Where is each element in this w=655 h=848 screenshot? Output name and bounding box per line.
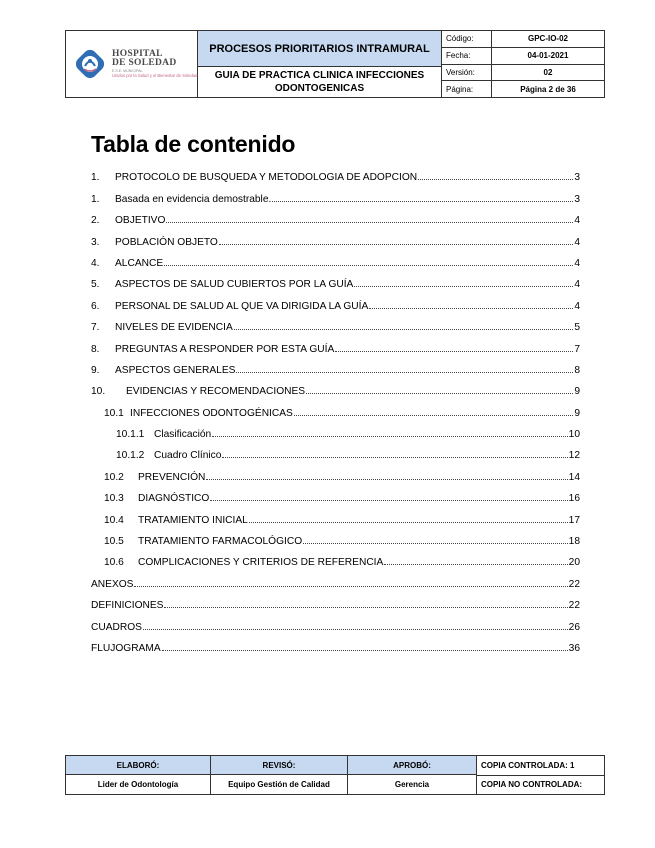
footer-elaboro-label: ELABORÓ: <box>66 756 210 775</box>
footer-aprobo <box>348 756 477 794</box>
meta-value-version: 02 <box>543 67 553 77</box>
toc-entry[interactable] <box>91 334 580 355</box>
toc-entry-leader <box>335 351 573 352</box>
footer-copia-no-controlada: COPIA NO CONTROLADA: <box>481 780 583 790</box>
meta-key: Fecha: <box>442 48 492 64</box>
toc-entry-number: 10.5 <box>104 536 124 548</box>
toc-entry-page: 4 <box>574 300 580 312</box>
toc-entry-page: 8 <box>574 364 580 376</box>
toc-title: Tabla de contenido <box>91 131 296 157</box>
toc-entry-leader <box>162 650 568 651</box>
toc-entry[interactable] <box>91 227 580 248</box>
toc-entry-leader <box>164 607 567 608</box>
toc-entry[interactable] <box>91 569 580 590</box>
toc-entry-number: 10.1.2 <box>116 450 145 462</box>
toc-entry[interactable] <box>91 612 580 633</box>
toc-entry-label: POBLACIÓN OBJETO <box>115 236 218 248</box>
toc-entry-number: 8. <box>91 343 100 355</box>
footer-aprobo-label: APROBÓ: <box>348 756 476 775</box>
toc-entry[interactable] <box>91 462 580 483</box>
toc-entry-leader <box>210 500 567 501</box>
toc-entry[interactable] <box>91 548 580 569</box>
toc-entry-label: Cuadro Clínico <box>154 450 222 462</box>
toc-entry-label: Clasificación <box>154 429 212 441</box>
toc-entry-page: 9 <box>574 386 580 398</box>
toc-entry-label: ASPECTOS DE SALUD CUBIERTOS POR LA GUÍA <box>115 279 354 291</box>
document-meta <box>442 31 604 97</box>
toc-entry-number: 10. <box>91 386 106 398</box>
toc-entry-page: 4 <box>574 257 580 269</box>
toc-entry-number: 10.4 <box>104 514 124 526</box>
toc-entry-leader <box>384 564 567 565</box>
toc-entry-number: 2. <box>91 215 100 227</box>
toc-entry-number: 3. <box>91 236 100 248</box>
toc-entry-leader <box>303 543 568 544</box>
toc-entry-number: 10.1 <box>104 407 124 419</box>
toc-entry[interactable] <box>91 420 580 441</box>
meta-value-date: 04-01-2021 <box>527 51 569 61</box>
toc-entry-page: 3 <box>574 172 580 184</box>
toc-entry-page: 3 <box>574 193 580 205</box>
toc-entry-number: 10.3 <box>104 493 124 505</box>
toc-entry[interactable] <box>91 441 580 462</box>
toc-entry-label: CUADROS <box>91 621 142 633</box>
toc-entry-page: 26 <box>568 621 580 633</box>
meta-key: Código: <box>442 31 492 47</box>
footer-reviso-label: REVISÓ: <box>211 756 347 775</box>
toc-entry-leader <box>206 479 567 480</box>
toc-entry-page: 16 <box>568 493 580 505</box>
toc-entry-leader <box>166 222 573 223</box>
toc-entry-number: 7. <box>91 322 100 334</box>
toc-entry-label: ALCANCE <box>115 257 164 269</box>
toc-entry-page: 10 <box>568 429 580 441</box>
toc-entry-number: 10.2 <box>104 471 124 483</box>
toc-entry-leader <box>134 586 567 587</box>
logo-name-line1: HOSPITAL <box>112 48 163 59</box>
toc-entry-page: 5 <box>574 322 580 334</box>
toc-entry-number: 5. <box>91 279 100 291</box>
toc-entry-page: 12 <box>568 450 580 462</box>
toc-entry-number: 10.6 <box>104 557 124 569</box>
toc-entry[interactable] <box>91 484 580 505</box>
toc-entry-label: PREGUNTAS A RESPONDER POR ESTA GUÍA <box>115 343 335 355</box>
meta-value-code: GPC-IO-02 <box>527 34 568 44</box>
toc-entry-number: 1. <box>91 193 100 205</box>
toc-entry-page: 4 <box>574 279 580 291</box>
toc-entry-label: COMPLICACIONES Y CRITERIOS DE REFERENCIA <box>138 557 384 569</box>
meta-row-date <box>442 48 604 65</box>
toc-entry-page: 14 <box>568 471 580 483</box>
toc-entry-label: ANEXOS <box>91 578 134 590</box>
toc-entry-leader <box>249 522 568 523</box>
toc-entry-label: ASPECTOS GENERALES <box>115 364 236 376</box>
toc-entry-label: PROTOCOLO DE BUSQUEDA Y METODOLOGIA DE ADOPCION <box>115 172 418 184</box>
footer-aprobo-value: Gerencia <box>394 780 430 789</box>
meta-row-code <box>442 31 604 48</box>
hospital-logo <box>66 31 198 97</box>
toc-entry[interactable] <box>91 291 580 312</box>
toc-entry-number: 1. <box>91 172 100 184</box>
toc-entry-page: 22 <box>568 578 580 590</box>
toc-entry-leader <box>219 244 573 245</box>
toc-entry-label: TRATAMIENTO INICIAL <box>138 514 248 526</box>
logo-name-line2: DE SOLEDAD <box>112 58 177 69</box>
toc-entry-leader <box>234 329 574 330</box>
toc-entry-label: DIAGNÓSTICO <box>138 493 210 505</box>
toc-entry-page: 17 <box>568 514 580 526</box>
footer-reviso-value: Equipo Gestión de Calidad <box>228 780 330 789</box>
toc-entry-label: OBJETIVO <box>115 215 166 227</box>
toc-entry-label: FLUJOGRAMA <box>91 642 161 654</box>
toc-entry-leader <box>143 629 568 630</box>
toc-entry-leader <box>354 286 573 287</box>
toc-entry-page: 22 <box>568 600 580 612</box>
logo-subtitle: E.S.E. MUNICIPAL <box>112 68 143 73</box>
document-footer <box>65 755 605 795</box>
toc-entry-label: DEFINICIONES <box>91 600 164 612</box>
footer-copia-controlada: COPIA CONTROLADA: 1 <box>477 756 604 776</box>
toc-entry-page: 7 <box>574 343 580 355</box>
toc-entry-leader <box>164 265 573 266</box>
toc-entry[interactable] <box>91 634 580 655</box>
toc-entry-number: 6. <box>91 300 100 312</box>
toc-entry-leader <box>272 201 573 202</box>
meta-row-version <box>442 65 604 82</box>
toc-entry-number: 10.1.1 <box>116 429 145 441</box>
toc-entry[interactable] <box>91 527 580 548</box>
toc-entry-label: PREVENCIÓN <box>138 471 206 483</box>
toc-entry[interactable] <box>91 270 580 291</box>
toc-entry[interactable] <box>91 356 580 377</box>
toc-entry-label: INFECCIONES ODONTOGÉNICAS <box>130 407 293 419</box>
toc-entry[interactable] <box>91 184 580 205</box>
toc-entry-page: 20 <box>568 557 580 569</box>
toc-entry-leader <box>212 436 567 437</box>
toc-entry-label: NIVELES DE EVIDENCIA <box>115 322 233 334</box>
toc-entry-leader <box>222 457 567 458</box>
toc-entry-label: Basada en evidencia demostrable. <box>115 193 272 205</box>
toc-entry-leader <box>369 308 573 309</box>
toc-entry-leader <box>294 415 573 416</box>
toc-entry-leader <box>418 179 573 180</box>
table-of-contents <box>91 163 580 655</box>
toc-entry-number: 9. <box>91 364 100 376</box>
footer-reviso <box>211 756 348 794</box>
toc-entry-number: 4. <box>91 257 100 269</box>
toc-entry-page: 18 <box>568 536 580 548</box>
meta-row-page <box>442 81 604 97</box>
meta-key: Página: <box>442 81 492 97</box>
logo-slogan: Unidos por la Salud y el Bienestar de Soledad <box>112 73 198 79</box>
toc-entry[interactable] <box>91 163 580 184</box>
toc-entry[interactable] <box>91 591 580 612</box>
toc-entry[interactable] <box>91 398 580 419</box>
toc-entry-label: TRATAMIENTO FARMACOLÓGICO <box>138 536 303 548</box>
toc-entry[interactable] <box>91 249 580 270</box>
toc-entry-leader <box>236 372 573 373</box>
footer-elaboro-value: Lider de Odontología <box>97 780 179 789</box>
document-title: GUIA DE PRACTICA CLINICA INFECCIONES ODONTOGENICAS <box>214 69 425 94</box>
toc-entry-leader <box>306 393 573 394</box>
toc-entry[interactable] <box>91 206 580 227</box>
toc-entry-page: 36 <box>568 642 580 654</box>
meta-key: Versión: <box>442 65 492 81</box>
toc-entry[interactable] <box>91 505 580 526</box>
document-header <box>65 30 605 98</box>
footer-elaboro <box>66 756 211 794</box>
toc-entry-page: 9 <box>574 407 580 419</box>
toc-entry-page: 4 <box>574 215 580 227</box>
meta-value-page: Página 2 de 36 <box>520 84 576 94</box>
footer-copies <box>477 756 604 794</box>
toc-entry-page: 4 <box>574 236 580 248</box>
process-title: PROCESOS PRIORITARIOS INTRAMURAL <box>198 31 441 67</box>
toc-entry-label: EVIDENCIAS Y RECOMENDACIONES <box>126 386 306 398</box>
toc-entry-label: PERSONAL DE SALUD AL QUE VA DIRIGIDA LA GUÍA <box>115 300 369 312</box>
hospital-logo-icon <box>74 48 106 80</box>
toc-entry[interactable] <box>91 377 580 398</box>
toc-entry[interactable] <box>91 313 580 334</box>
